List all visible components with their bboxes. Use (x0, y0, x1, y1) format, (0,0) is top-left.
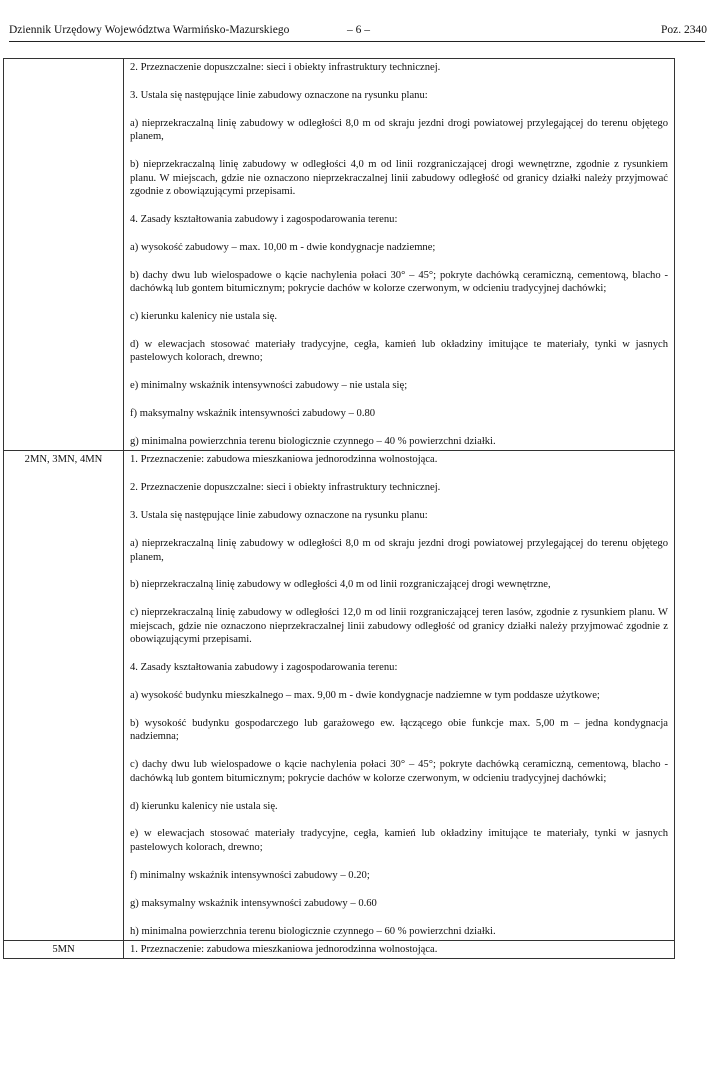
provision-paragraph: c) dachy dwu lub wielospadowe o kącie nachylenia połaci 30° – 45°; pokryte dachówką ceramiczną, cementową, blacho - dachówką lub gontem bitumicznym; pokrycie dachów w kolorze czerwonym, w odcieniu tradycyjnej dachówki; (130, 759, 668, 784)
regulations-table (3, 58, 675, 959)
provision-paragraph: 2. Przeznaczenie dopuszczalne: sieci i obiekty infrastruktury technicznej. (130, 482, 441, 494)
provision-paragraph: a) wysokość budynku mieszkalnego – max. 9,00 m - dwie kondygnacje nadziemne w tym poddasze użytkowe; (130, 689, 600, 701)
provision-paragraph: c) nieprzekraczalną linię zabudowy w odległości 12,0 m od linii rozgraniczającej teren lasów, zgodnie z rysunkiem planu. W miejscach, gdzie nie oznaczono nieprzekraczalnej linii zabudowy odległość od granicy działki należy przyjmować zgodnie z obowiązującymi przepisami. (130, 607, 668, 646)
provision-paragraph: b) nieprzekraczalną linię zabudowy w odległości 4,0 m od linii rozgraniczającej drogi wewnętrzne, zgodnie z rysunkiem planu. W miejscach, gdzie nie oznaczono nieprzekraczalnej linii zabudowy odległość od granicy działki należy przyjmować zgodnie z obowiązującymi przepisami. (130, 159, 668, 197)
provision-paragraph: b) nieprzekraczalną linię zabudowy w odległości 4,0 m od linii rozgraniczającej drogi wewnętrzne, (130, 579, 551, 591)
provision-paragraph: 1. Przeznaczenie: zabudowa mieszkaniowa jednorodzinna wolnostojąca. (130, 454, 438, 466)
provisions-cell (124, 451, 675, 941)
provision-paragraph: b) dachy dwu lub wielospadowe o kącie nachylenia połaci 30° – 45°; pokryte dachówką ceramiczną, cementową, blacho - dachówką lub gontem bitumicznym; pokrycie dachów w kolorze czerwonym, w odcieniu tradycyjnej dachówki; (130, 269, 668, 295)
table-row (4, 940, 675, 958)
provision-paragraph: f) minimalny wskaźnik intensywności zabudowy – 0.20; (130, 869, 370, 881)
provision-paragraph: e) w elewacjach stosować materiały tradycyjne, cegła, kamień lub okładziny imitujące te materiały, tynki w jasnych pastelowych kolorach, drewno; (130, 828, 668, 853)
table-row (4, 59, 675, 451)
page-number: – 6 – (347, 24, 370, 36)
provision-paragraph: a) wysokość zabudowy – max. 10,00 m - dwie kondygnacje nadziemne; (130, 241, 436, 253)
provisions-cell (124, 940, 675, 958)
position-number: Poz. 2340 (661, 24, 707, 36)
provision-paragraph: a) nieprzekraczalną linię zabudowy w odległości 8,0 m od skraju jezdni drogi powiatowej przylegającej do terenu objętego planem, (130, 117, 668, 143)
zone-symbol-cell (4, 59, 124, 451)
provision-paragraph: f) maksymalny wskaźnik intensywności zabudowy – 0.80 (130, 408, 376, 420)
provision-paragraph: c) kierunku kalenicy nie ustala się. (130, 310, 278, 322)
provision-paragraph: g) minimalna powierzchnia terenu biologicznie czynnego – 40 % powierzchni działki. (130, 436, 496, 447)
provision-paragraph: 4. Zasady kształtowania zabudowy i zagospodarowania terenu: (130, 662, 398, 674)
journal-title: Dziennik Urzędowy Województwa Warmińsko-Mazurskiego (9, 24, 290, 36)
provision-paragraph: 2. Przeznaczenie dopuszczalne: sieci i obiekty infrastruktury technicznej. (130, 62, 441, 73)
provision-paragraph: g) maksymalny wskaźnik intensywności zabudowy – 0.60 (130, 897, 377, 909)
zone-symbol-cell: 5MN (4, 940, 124, 958)
provision-paragraph: a) nieprzekraczalną linię zabudowy w odległości 8,0 m od skraju jezdni drogi powiatowej przylegającej do terenu objętego planem, (130, 538, 668, 563)
zone-symbol-cell: 2MN, 3MN, 4MN (4, 451, 124, 941)
header-rule (9, 41, 705, 42)
provision-paragraph: 3. Ustala się następujące linie zabudowy oznaczone na rysunku planu: (130, 89, 428, 101)
provision-paragraph: d) kierunku kalenicy nie ustala się. (130, 800, 278, 812)
page-header (9, 24, 707, 42)
provision-paragraph: 4. Zasady kształtowania zabudowy i zagospodarowania terenu: (130, 213, 398, 225)
provision-paragraph: h) minimalna powierzchnia terenu biologicznie czynnego – 60 % powierzchni działki. (130, 925, 496, 937)
provision-paragraph: 1. Przeznaczenie: zabudowa mieszkaniowa jednorodzinna wolnostojąca. (130, 943, 438, 955)
provision-paragraph: d) w elewacjach stosować materiały tradycyjne, cegła, kamień lub okładziny imitujące te materiały, tynki w jasnych pastelowych kolorach, drewno; (130, 338, 668, 364)
provision-paragraph: 3. Ustala się następujące linie zabudowy oznaczone na rysunku planu: (130, 510, 428, 522)
provision-paragraph: b) wysokość budynku gospodarczego lub garażowego ew. łączącego obie funkcje max. 5,00 m – jedna kondygnacja nadziemna; (130, 717, 668, 743)
table-row (4, 451, 675, 941)
provisions-cell (124, 59, 675, 451)
provision-paragraph: e) minimalny wskaźnik intensywności zabudowy – nie ustala się; (130, 380, 408, 392)
